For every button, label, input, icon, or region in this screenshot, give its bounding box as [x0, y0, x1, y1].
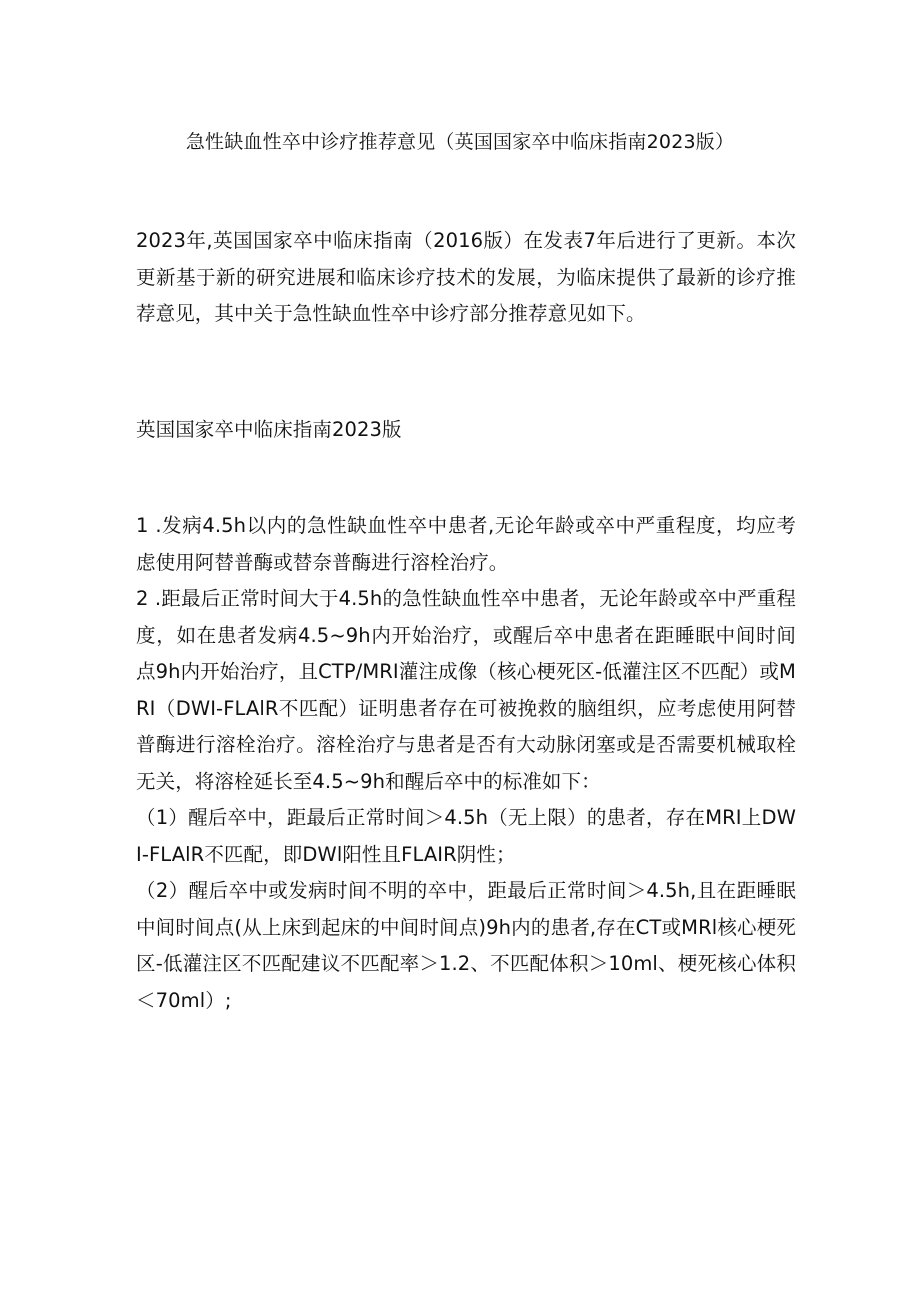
- criterion-item-2: （2）醒后卒中或发病时间不明的卒中，距最后正常时间＞4.5h,且在距睡眠中间时间点(从上床到起床的中间时间点)9h内的患者,存在CT或MRl核心梗死区-低灌注区不匹配建议不匹配率＞1.2、不匹配体积＞10ml、梗死核心体积＜70ml）;: [136, 879, 796, 1012]
- document-title: 急性缺血性卒中诊疗推荐意见（英国国家卒中临床指南2023版）: [185, 131, 735, 153]
- intro-paragraph: 2023年,英国国家卒中临床指南（2016版）在发表7年后进行了更新。本次更新基于新的研究进展和临床诊疗技术的发展，为临床提供了最新的诊疗推荐意见，其中关于急性缺血性卒中诊疗部分推荐意见如下。: [136, 229, 796, 325]
- recommendation-item-2: 2 .距最后正常时间大于4.5h的急性缺血性卒中患者，无论年龄或卒中严重程度，如在患者发病4.5~9h内开始治疗，或醒后卒中患者在距睡眠中间时间点9h内开始治疗，且CTP/MRI灌注成像（核心梗死区-低灌注区不匹配）或MRI（DWI-FLAlR不匹配）证明患者存在可被挽救的脑组织，应考虑使用阿替普酶进行溶栓治疗。溶栓治疗与患者是否有大动脉闭塞或是否需要机械取栓无关，将溶栓延长至4.5~9h和醒后卒中的标准如下：: [136, 587, 796, 793]
- recommendation-item-1: 1 .发病4.5h以内的急性缺血性卒中患者,无论年龄或卒中严重程度，均应考虑使用阿替普酶或替奈普酶进行溶栓治疗。: [136, 514, 796, 574]
- section-heading: 英国国家卒中临床指南2023版: [136, 418, 402, 441]
- criterion-item-1: （1）醒后卒中，距最后正常时间＞4.5h（无上限）的患者，存在MRI上DWI-FLAlR不匹配，即DWl阳性且FLAIR阴性；: [136, 806, 796, 866]
- recommendation-list: [136, 508, 796, 1019]
